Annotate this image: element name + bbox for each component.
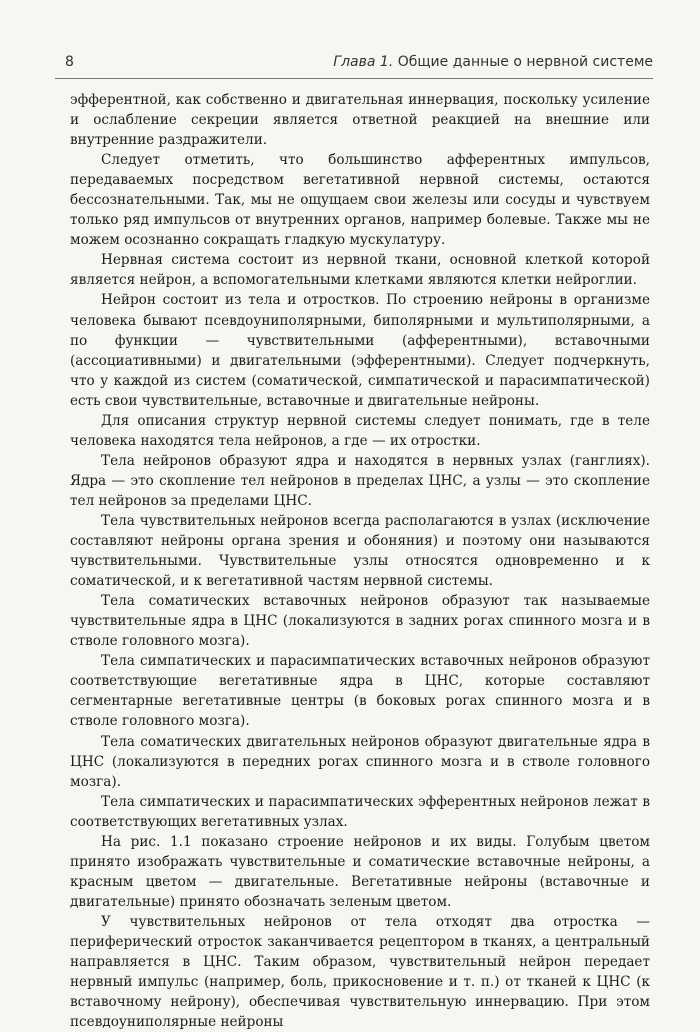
page-header xyxy=(55,54,653,76)
paragraph: На рис. 1.1 показано строение нейронов и их виды. Голубым цветом принято изображать чувствительные и соматические вставочные нейроны, а красным цветом — двигательные. Вегетативные нейроны (вставочные и двигательные) принято обозначать зеленым цветом. xyxy=(70,833,650,910)
paragraph: Тела симпатических и парасимпатических эфферентных нейронов лежат в соответствующих вегетативных узлах. xyxy=(70,793,650,830)
paragraph: Тела симпатических и парасимпатических вставочных нейронов образуют соответствующие вегетативные ядра в ЦНС, которые составляют сегментарные вегетативные центры (в боковых рогах спинного мозга и в стволе головного мозга). xyxy=(70,653,650,730)
header-rule xyxy=(55,78,653,79)
paragraph: У чувствительных нейронов от тела отходят два отростка — периферический отросток заканчивается рецептором в тканях, а центральный направляется в ЦНС. Таким образом, чувствительный нейрон передает нервный импульс (например, боль, прикосновение и т. п.) от тканей к ЦНС (к вставочному нейрону), обеспечивая чувствительную иннервацию. При этом псевдоуниполярные нейроны xyxy=(70,913,650,1031)
paragraph: эфферентной, как собственно и двигательная иннервация, поскольку усиление и ослабление секреции является ответной реакцией на внешние или внутренние раздражители. xyxy=(70,92,650,149)
paragraph: Следует отметить, что большинство афферентных импульсов, передаваемых посредством вегетативной нервной системы, остаются бессознательными. Так, мы не ощущаем свои железы или сосуды и чувствуем только ряд импульсов от внутренних органов, например болевые. Также мы не можем осознанно сокращать гладкую мускулатуру. xyxy=(70,152,650,249)
body-text xyxy=(70,90,650,1032)
paragraph: Тела чувствительных нейронов всегда располагаются в узлах (исключение составляют нейроны органа зрения и обоняния) и поэтому они называются чувствительными. Чувствительные узлы относятся одновременно и к соматической, и к вегетативной частям нервной системы. xyxy=(70,512,650,590)
paragraph: Тела нейронов образуют ядра и находятся в нервных узлах (ганглиях). Ядра — это скопление тел нейронов в пределах ЦНС, а узлы — это скопление тел нейронов за пределами ЦНС. xyxy=(70,452,650,509)
page-number: 8 xyxy=(65,54,74,70)
paragraph: Тела соматических вставочных нейронов образуют так называемые чувствительные ядра в ЦНС (локализуются в задних рогах спинного мозга и в стволе головного мозга). xyxy=(70,593,650,650)
paragraph: Для описания структур нервной системы следует понимать, где в теле человека находятся тела нейронов, а где — их отростки. xyxy=(70,412,650,449)
chapter-label: Глава 1. xyxy=(333,54,394,70)
chapter-title: Общие данные о нервной системе xyxy=(397,54,653,70)
paragraph: Нейрон состоит из тела и отростков. По строению нейроны в организме человека бывают псевдоуниполярными, биполярными и мультиполярными, а по функции — чувствительными (афферентными), вставочными (ассоциативными) и двигательными (эфферентными). Следует подчеркнуть, что у каждой из систем (соматической, симпатической и парасимпатической) есть свои чувствительные, вставочные и двигательные нейроны. xyxy=(70,292,650,409)
paragraph: Нервная система состоит из нервной ткани, основной клеткой которой является нейрон, а вспомогательными клетками являются клетки нейроглии. xyxy=(70,252,650,289)
running-head xyxy=(333,54,653,70)
paragraph: Тела соматических двигательных нейронов образуют двигательные ядра в ЦНС (локализуются в передних рогах спинного мозга и в стволе головного мозга). xyxy=(70,733,650,790)
